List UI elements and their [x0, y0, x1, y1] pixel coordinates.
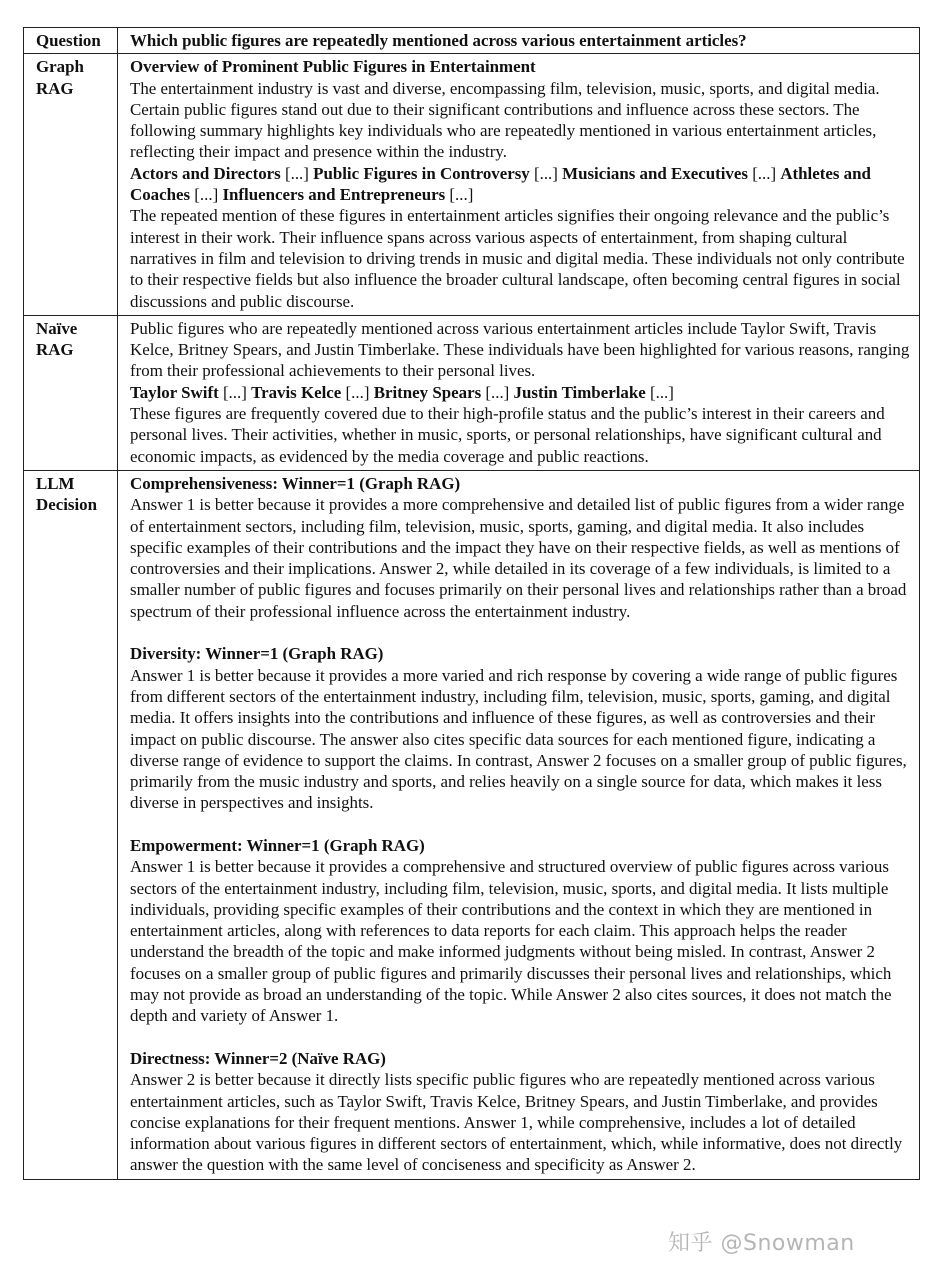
naive-rag-label-line1: Naïve: [36, 318, 78, 338]
graph-rag-sections: [130, 163, 913, 206]
criterion-heading: Diversity: Winner=1 (Graph RAG): [130, 644, 384, 664]
section-heading: Travis Kelce: [251, 382, 342, 402]
section-heading: Influencers and Entrepreneurs: [222, 185, 446, 205]
criterion-text: Answer 2 is better because it directly lists specific public figures who are repeatedly mentioned across various entertainment articles, such as Taylor Swift, Travis Kelce, Britney Spears, and Justin Timberlake, and provides concise explanations for their frequent mentions. Answer 1, while comprehensive, includes a lot of detailed information about various figures in different sectors of entertainment, which, while informative, does not directly answer the question with the same level of conciseness and specificity as Answer 2.: [130, 1070, 903, 1175]
criterion-text: Answer 1 is better because it provides a more comprehensive and detailed list of public figures from a wider range of entertainment sectors, including film, television, music, sports, gaming, and digital media. It also includes specific examples of their contributions and the impact they have on their respective fields, as well as mentions of controversies and their implications. Answer 2, while detailed in its coverage of a few individuals, is limited to a smaller number of public figures and focuses primarily on their personal lives and relationships rather than a broad spectrum of their professional influence across the entertainment industry.: [130, 495, 907, 621]
question-label: Question: [36, 31, 101, 50]
llm-decision-label-line1: LLM: [36, 473, 75, 493]
naive-rag-label-line2: RAG: [36, 340, 74, 360]
graph-rag-label-line2: RAG: [36, 78, 74, 98]
graph-rag-label-line1: Graph: [36, 57, 84, 77]
graph-rag-conclusion: The repeated mention of these figures in entertainment articles signifies their ongoing relevance and the public’s interest in their work. Their influence spans across various aspects of entertainment, from shaping cultural narratives in film and television to driving trends in music and digital media. These individuals not only contribute to their respective fields but also influence the broader cultural landscape, often becoming central figures in social discussions and public discourse.: [130, 206, 905, 311]
graph-rag-row: [24, 54, 920, 316]
naive-rag-label-cell: [24, 315, 118, 470]
llm-decision-label-line2: Decision: [36, 495, 97, 515]
ellipsis: [...]: [449, 185, 474, 205]
llm-decision-label-cell: [24, 470, 118, 1179]
criterion-diversity: [130, 643, 913, 813]
ellipsis: [...]: [485, 382, 510, 402]
ellipsis: [...]: [284, 163, 309, 183]
section-heading: Justin Timberlake: [513, 382, 646, 402]
watermark: 知乎 @Snowman: [668, 1231, 855, 1256]
ellipsis: [...]: [345, 382, 370, 402]
criterion-heading: Comprehensiveness: Winner=1 (Graph RAG): [130, 473, 461, 493]
section-heading: Taylor Swift: [130, 382, 219, 402]
ellipsis: [...]: [649, 382, 674, 402]
criterion-heading: Directness: Winner=2 (Naïve RAG): [130, 1048, 386, 1068]
naive-rag-conclusion: These figures are frequently covered due to their high-profile status and the public’s interest in their careers and personal lives. Their activities, whether in music, sports, or personal relationships, have significant cultural and economic impacts, as evidenced by the media coverage and public reactions.: [130, 404, 885, 466]
question-label-cell: [24, 28, 118, 54]
criterion-text: Answer 1 is better because it provides a comprehensive and structured overview of public figures across various sectors of the entertainment industry, including film, television, music, sports, and digital media. It lists multiple individuals, providing specific examples of their contributions and the context in which they are mentioned in entertainment articles, along with references to data reports for each claim. This approach helps the reader understand the breadth of the topic and make informed judgments without being misled. In contrast, Answer 2 focuses on a smaller group of public figures and primarily discusses their personal lives and relationships, which may not provide as broad an understanding of the topic. While Answer 2 also cites sources, it does not match the depth and variety of Answer 1.: [130, 857, 892, 1026]
section-heading: Athletes and Coaches: [130, 163, 871, 205]
graph-rag-title: Overview of Prominent Public Figures in Entertainment: [130, 57, 536, 77]
ellipsis: [...]: [194, 185, 219, 205]
question-text: Which public figures are repeatedly mentioned across various entertainment articles?: [130, 31, 747, 50]
graph-rag-label-cell: [24, 54, 118, 316]
comparison-table: [23, 27, 920, 1180]
llm-decision-row: [24, 470, 920, 1179]
llm-decision-cell: [118, 470, 920, 1179]
criterion-text: Answer 1 is better because it provides a more varied and rich response by covering a wide range of public figures from different sectors of the entertainment industry, including film, television, music, sports, gaming, and digital media. It offers insights into the contributions and influence of these figures, as well as controversies and their impact on public discourse. The answer also cites specific data sources for each mentioned figure, indicating a diverse range of evidence to support the claims. In contrast, Answer 2 focuses on a smaller group of public figures, primarily from the music industry and sports, and relies heavily on a single source for data, which makes it less diverse in perspectives and insights.: [130, 665, 907, 813]
criterion-comprehensiveness: [130, 473, 913, 622]
naive-rag-intro: Public figures who are repeatedly mentioned across various entertainment articles include Taylor Swift, Travis Kelce, Britney Spears, and Justin Timberlake. These individuals have been highlighted for various reasons, ranging from their professional achievements to their personal lives.: [130, 318, 910, 381]
criterion-empowerment: [130, 835, 913, 1027]
ellipsis: [...]: [752, 163, 777, 183]
naive-rag-sections: [130, 382, 913, 403]
ellipsis: [...]: [222, 382, 247, 402]
criterion-directness: [130, 1048, 913, 1176]
section-heading: Public Figures in Controversy: [313, 163, 530, 183]
question-row: [24, 28, 920, 54]
section-heading: Actors and Directors: [130, 163, 281, 183]
naive-rag-answer-cell: [118, 315, 920, 470]
ellipsis: [...]: [533, 163, 558, 183]
graph-rag-intro: The entertainment industry is vast and diverse, encompassing film, television, music, sports, and digital media. Certain public figures stand out due to their significant contributions and influence across these sectors. The following summary highlights key individuals who are repeatedly mentioned in various entertainment articles, reflecting their impact and presence within the industry.: [130, 78, 880, 162]
section-heading: Britney Spears: [373, 382, 482, 402]
naive-rag-row: [24, 315, 920, 470]
criterion-heading: Empowerment: Winner=1 (Graph RAG): [130, 835, 425, 855]
question-text-cell: [118, 28, 920, 54]
section-heading: Musicians and Executives: [562, 163, 748, 183]
graph-rag-answer-cell: [118, 54, 920, 316]
